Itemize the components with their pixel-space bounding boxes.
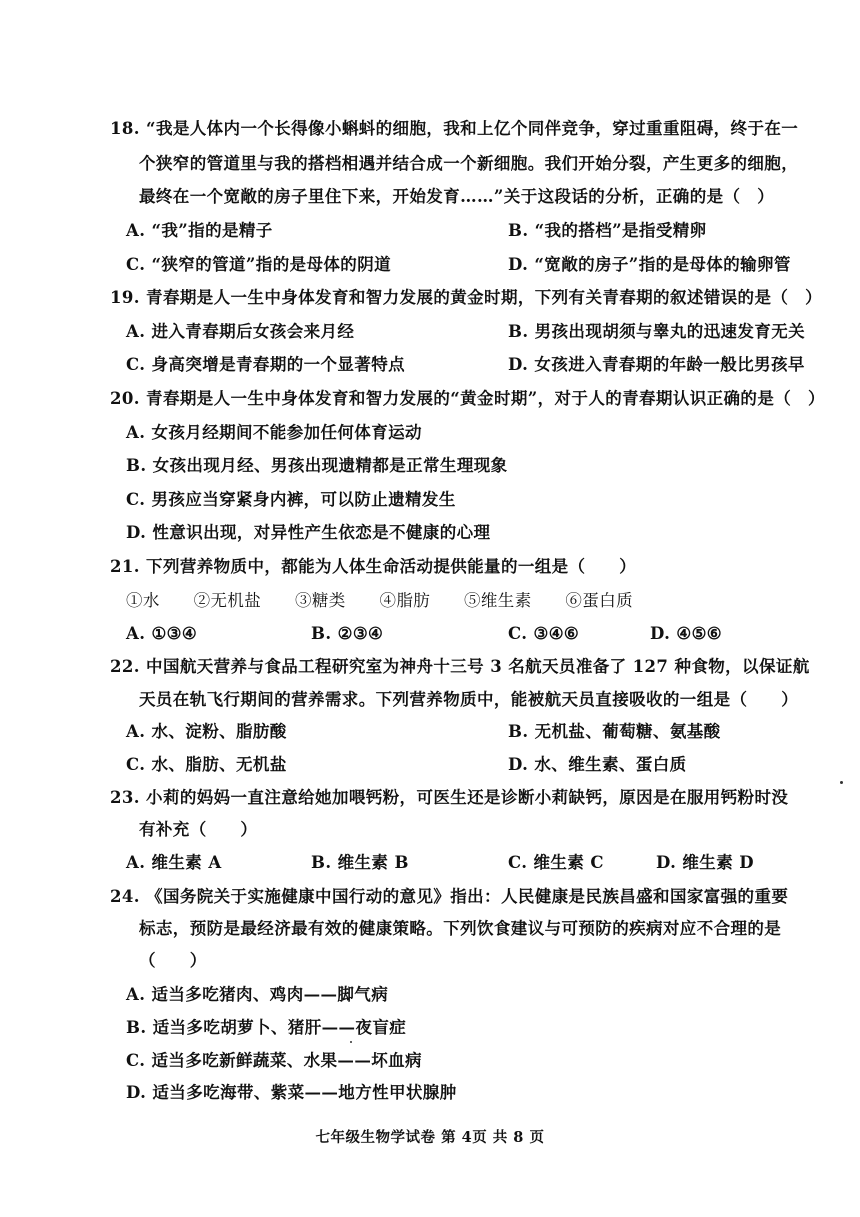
question-24-option-b: B. 适当多吃胡萝卜、猪肝——夜盲症 bbox=[126, 1018, 407, 1037]
question-22-option-d: D. 水、维生素、蛋白质 bbox=[508, 755, 687, 774]
question-19-option-a: A. 进入青春期后女孩会来月经 bbox=[126, 322, 355, 341]
question-21-stem: 21. 下列营养物质中，都能为人体生命活动提供能量的一组是（ ） bbox=[110, 557, 637, 576]
question-18-stem-line-2: 个狭窄的管道里与我的搭档相遇并结合成一个新细胞。我们开始分裂，产生更多的细胞， bbox=[139, 154, 799, 173]
question-21-option-a: A. ①③④ bbox=[126, 624, 198, 643]
question-23-option-c: C. 维生素 C bbox=[508, 853, 604, 872]
question-23-stem-line-1: 23. 小莉的妈妈一直注意给她加喂钙粉，可医生还是诊断小莉缺钙，原因是在服用钙粉时没 bbox=[110, 788, 789, 807]
question-19-option-d: D. 女孩进入青春期的年龄一般比男孩早 bbox=[508, 355, 805, 374]
question-20-stem: 20. 青春期是人一生中身体发育和智力发展的“黄金时期”，对于人的青春期认识正确的是（ ） bbox=[110, 389, 825, 408]
question-19-option-b: B. 男孩出现胡须与睾丸的迅速发育无关 bbox=[508, 322, 806, 341]
question-22-option-b: B. 无机盐、葡萄糖、氨基酸 bbox=[508, 722, 721, 741]
question-22-stem-line-1: 22. 中国航天营养与食品工程研究室为神舟十三号 3 名航天员准备了 127 种食物，以保证航 bbox=[110, 657, 810, 676]
question-21-items: ①水 ②无机盐 ③糖类 ④脂肪 ⑤维生素 ⑥蛋白质 bbox=[126, 591, 633, 610]
question-18-stem-line-1: 18. “我是人体内一个长得像小蝌蚪的细胞，我和上亿个同伴竞争，穿过重重阻碍，终于在一 bbox=[110, 119, 799, 138]
question-20-option-c: C. 男孩应当穿紧身内裤，可以防止遗精发生 bbox=[126, 490, 456, 509]
question-23-option-b: B. 维生素 B bbox=[311, 853, 409, 872]
question-24-stem-line-1: 24. 《国务院关于实施健康中国行动的意见》指出：人民健康是民族昌盛和国家富强的重要 bbox=[110, 887, 789, 906]
question-24-stem-line-2: 标志，预防是最经济最有效的健康策略。下列饮食建议与可预防的疾病对应不合理的是 bbox=[139, 919, 782, 938]
question-20-option-b: B. 女孩出现月经、男孩出现遗精都是正常生理现象 bbox=[126, 456, 508, 475]
question-22-option-c: C. 水、脂肪、无机盐 bbox=[126, 755, 287, 774]
page-footer: 七年级生物学试卷 第 4页 共 8 页 bbox=[315, 1129, 545, 1146]
question-24-option-c: C. 适当多吃新鲜蔬菜、水果——坏血病 bbox=[126, 1051, 422, 1070]
question-21-option-c: C. ③④⑥ bbox=[508, 624, 580, 643]
question-21-option-d: D. ④⑤⑥ bbox=[650, 624, 722, 643]
question-20-option-a: A. 女孩月经期间不能参加任何体育运动 bbox=[126, 423, 422, 442]
question-22-stem-line-2: 天员在轨飞行期间的营养需求。下列营养物质中，能被航天员直接吸收的一组是（ ） bbox=[139, 690, 799, 709]
question-24-stem-line-3: （ ） bbox=[139, 951, 207, 970]
question-18-option-b: B. “我的搭档”是指受精卵 bbox=[508, 221, 707, 240]
question-23-option-d: D. 维生素 D bbox=[656, 853, 754, 872]
question-24-option-a: A. 适当多吃猪肉、鸡肉——脚气病 bbox=[126, 985, 389, 1004]
question-19-option-c: C. 身高突增是青春期的一个显著特点 bbox=[126, 355, 406, 374]
question-19-stem: 19. 青春期是人一生中身体发育和智力发展的黄金时期，下列有关青春期的叙述错误的是（ ） bbox=[110, 288, 823, 307]
question-23-option-a: A. 维生素 A bbox=[126, 853, 222, 872]
scan-speck bbox=[350, 1041, 352, 1043]
question-18-option-d: D. “宽敞的房子”指的是母体的输卵管 bbox=[508, 255, 791, 274]
question-18-option-c: C. “狭窄的管道”指的是母体的阴道 bbox=[126, 255, 392, 274]
question-23-stem-line-2: 有补充（ ） bbox=[139, 820, 258, 839]
question-24-option-d: D. 适当多吃海带、紫菜——地方性甲状腺肿 bbox=[126, 1083, 457, 1102]
scan-speck bbox=[840, 781, 843, 784]
question-22-option-a: A. 水、淀粉、脂肪酸 bbox=[126, 722, 287, 741]
question-21-option-b: B. ②③④ bbox=[311, 624, 384, 643]
question-20-option-d: D. 性意识出现，对异性产生依恋是不健康的心理 bbox=[126, 523, 491, 542]
question-18-stem-line-3: 最终在一个宽敞的房子里住下来，开始发育……”关于这段话的分析，正确的是（ ） bbox=[139, 187, 775, 206]
question-18-option-a: A. “我”指的是精子 bbox=[126, 221, 273, 240]
